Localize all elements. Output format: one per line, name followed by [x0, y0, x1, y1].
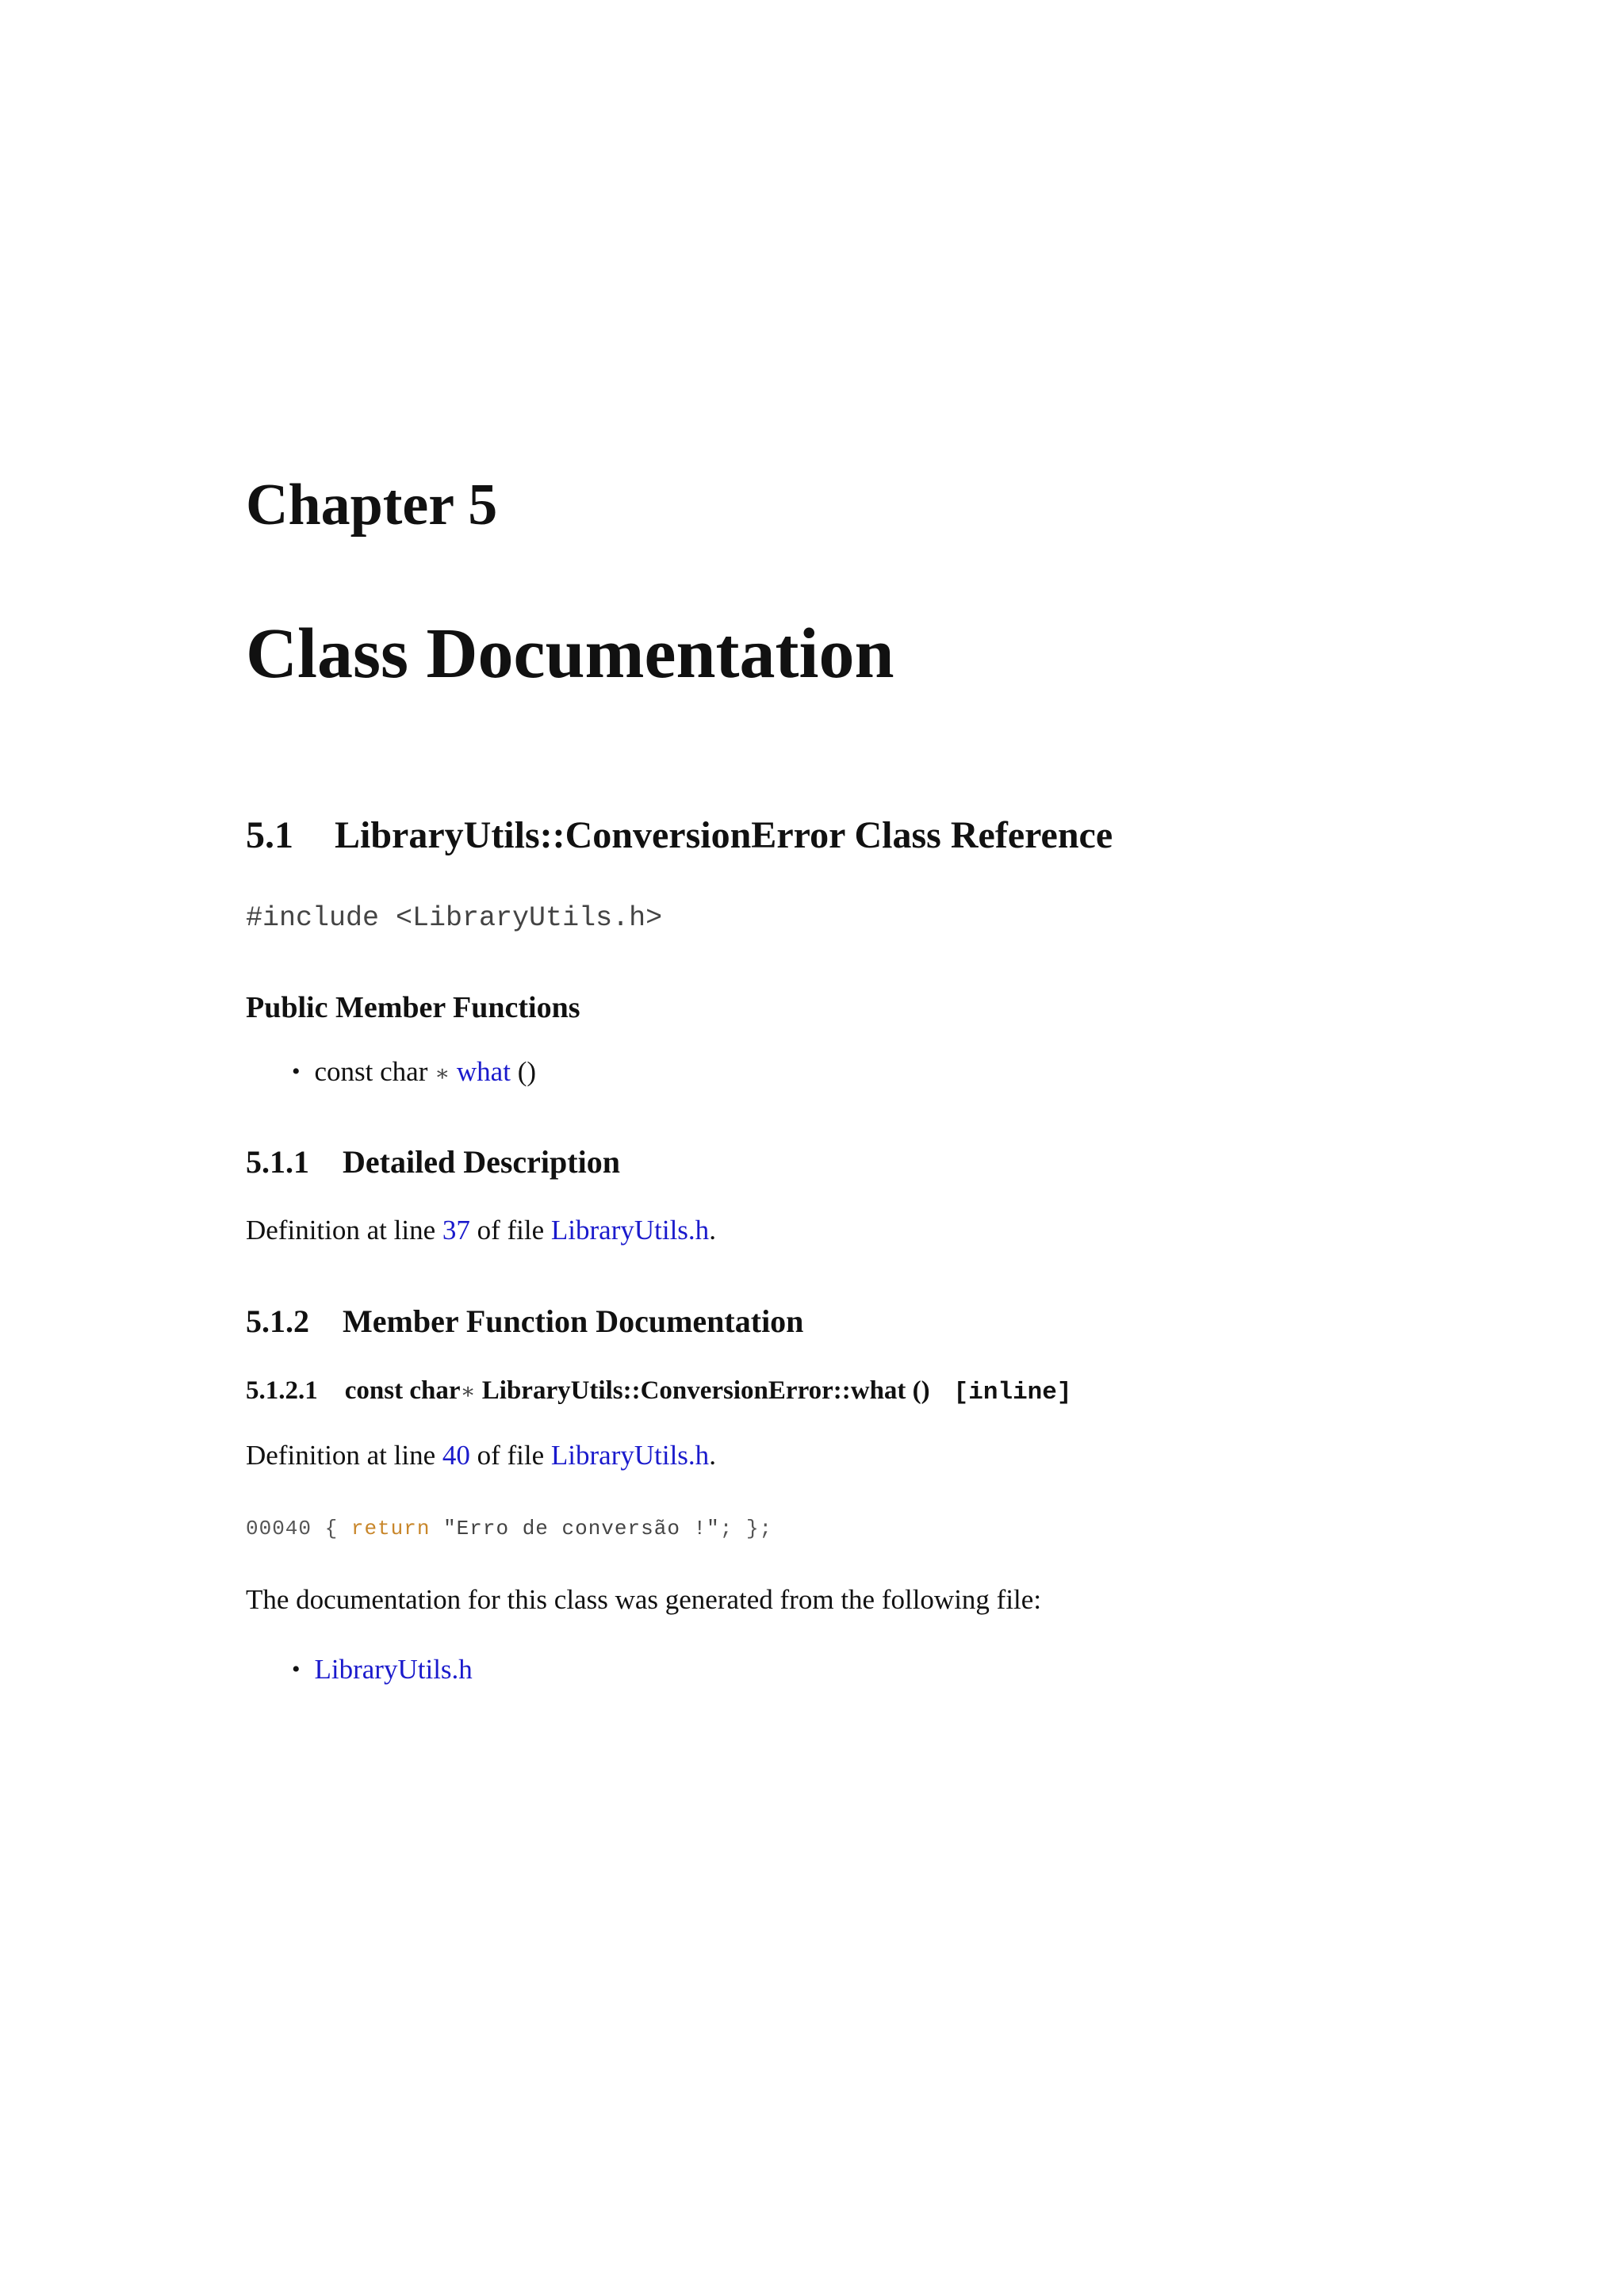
function-suffix: (): [517, 1056, 537, 1087]
section-title: LibraryUtils::ConversionError Class Reference: [335, 814, 1113, 856]
generated-from-text: The documentation for this class was generated from the following file:: [246, 1584, 1042, 1615]
period: .: [709, 1215, 716, 1246]
chapter-title: Class Documentation: [246, 614, 894, 693]
bullet-icon: •: [292, 1656, 301, 1682]
of-file-text: of file: [477, 1215, 545, 1246]
section-heading: [246, 812, 1113, 859]
inline-tag: [inline]: [953, 1379, 1072, 1406]
code-keyword: return: [350, 1517, 431, 1540]
definition-text: Definition at line: [246, 1440, 436, 1471]
function-prefix: const char: [314, 1056, 428, 1087]
code-line-number: 00040: [246, 1517, 312, 1540]
member-function-doc-heading: [246, 1301, 803, 1342]
member-function-list-item: [292, 1054, 536, 1093]
signature-name: LibraryUtils::ConversionError::what (): [481, 1376, 930, 1405]
function-definition-text: [246, 1437, 716, 1474]
code-snippet: [246, 1513, 772, 1544]
chapter-label: Chapter 5: [246, 473, 498, 538]
code-close: ; };: [719, 1517, 773, 1540]
subsection-title: Detailed Description: [343, 1144, 620, 1180]
detailed-description-heading: [246, 1142, 620, 1183]
subsection-title: Member Function Documentation: [343, 1303, 804, 1339]
subsubsection-number: 5.1.2.1: [246, 1376, 318, 1405]
pointer-symbol: ∗: [460, 1380, 476, 1404]
file-list-item: [292, 1651, 473, 1689]
line-40-link[interactable]: 40: [442, 1440, 470, 1471]
detailed-description-text: [246, 1212, 716, 1249]
signature-prefix: const char: [344, 1376, 461, 1405]
libraryutils-file-link[interactable]: LibraryUtils.h: [550, 1440, 710, 1471]
include-line: #include <LibraryUtils.h>: [246, 902, 663, 934]
line-37-link[interactable]: 37: [442, 1215, 470, 1246]
public-member-functions-heading: Public Member Functions: [246, 991, 580, 1024]
code-string: "Erro de conversão !": [443, 1517, 720, 1540]
of-file-text: of file: [477, 1440, 545, 1471]
subsection-number: 5.1.1: [246, 1144, 309, 1180]
section-number: 5.1: [246, 814, 293, 856]
libraryutils-file-link[interactable]: LibraryUtils.h: [314, 1654, 473, 1685]
bullet-icon: •: [292, 1058, 301, 1085]
subsection-number: 5.1.2: [246, 1303, 309, 1339]
libraryutils-file-link[interactable]: LibraryUtils.h: [550, 1215, 710, 1246]
what-function-link[interactable]: what: [456, 1056, 511, 1087]
period: .: [709, 1440, 716, 1471]
pointer-symbol: ∗: [435, 1062, 450, 1086]
function-signature-heading: [246, 1373, 1071, 1410]
definition-text: Definition at line: [246, 1215, 436, 1246]
code-open-brace: {: [324, 1517, 339, 1540]
